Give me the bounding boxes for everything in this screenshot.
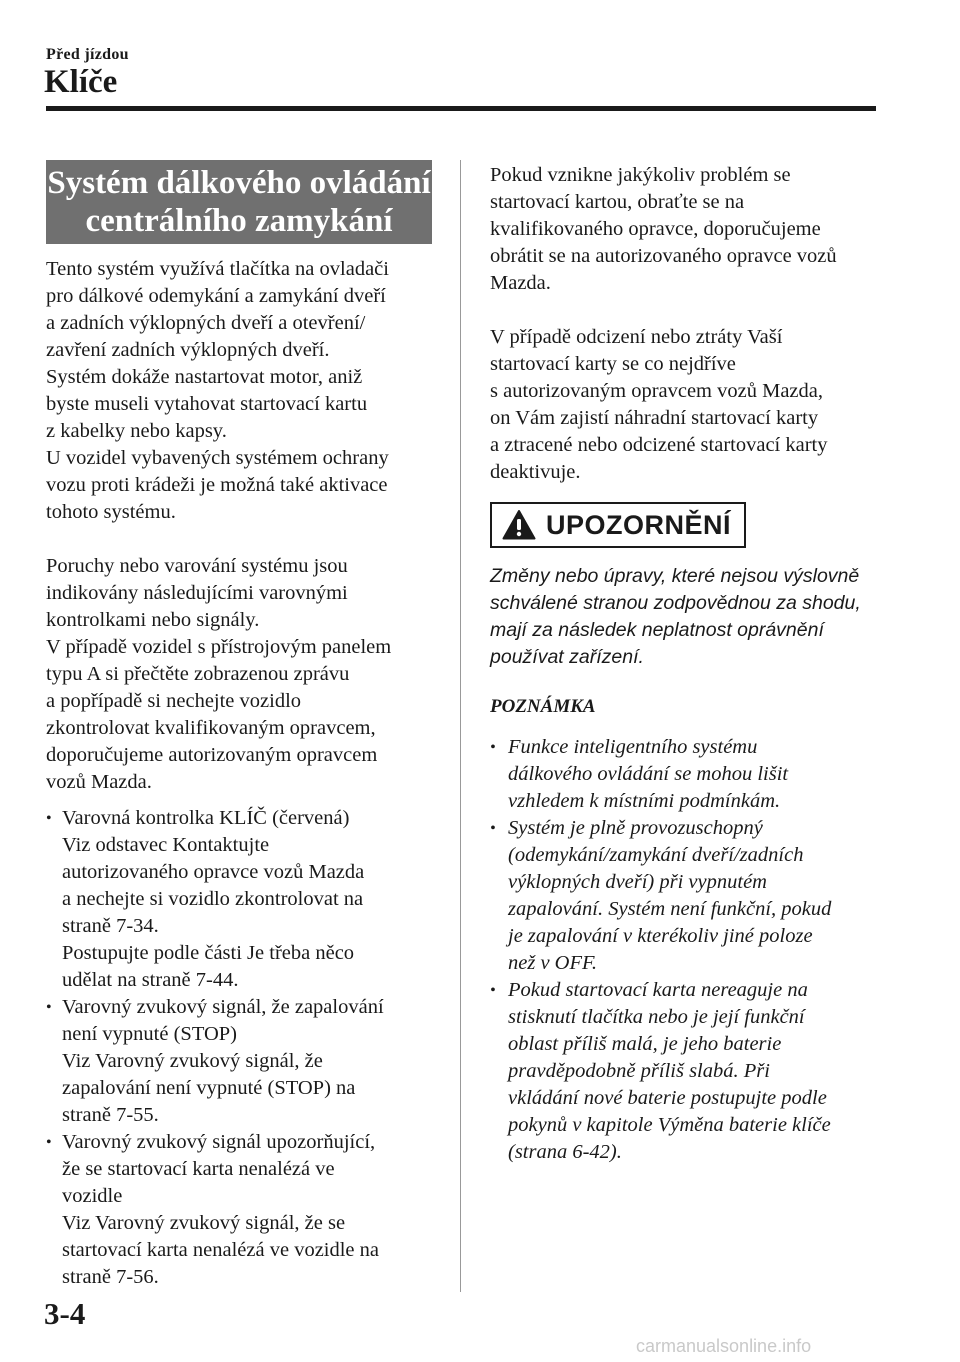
text-line: stisknutí tlačítka nebo je její funkční bbox=[508, 1006, 805, 1028]
text-line: není vypnuté (STOP) bbox=[62, 1023, 238, 1045]
text-line: straně 7-56. bbox=[62, 1266, 159, 1288]
text-line: V případě odcizení nebo ztráty Vaší bbox=[490, 326, 783, 348]
list-item bbox=[46, 994, 446, 1129]
text-line: (strana 6-42). bbox=[508, 1141, 622, 1163]
text-line: zapalování. Systém není funkční, pokud bbox=[508, 898, 832, 920]
bullet-icon: • bbox=[490, 982, 496, 999]
theft-paragraph bbox=[490, 324, 890, 486]
text-line: Varovný zvukový signál upozorňující, bbox=[62, 1131, 376, 1153]
problem-paragraph bbox=[490, 162, 890, 297]
text-line: pokynů v kapitole Výměna baterie klíče bbox=[508, 1114, 831, 1136]
text-line: z kabelky nebo kapsy. bbox=[46, 420, 227, 442]
text-line: Varovná kontrolka KLÍČ (červená) bbox=[62, 807, 350, 829]
text-line: straně 7-55. bbox=[62, 1104, 159, 1126]
text-line: Funkce inteligentního systému bbox=[508, 736, 758, 758]
text-line: výklopných dveří) při vypnutém bbox=[508, 871, 767, 893]
text-line: než v OFF. bbox=[508, 952, 598, 974]
text-line: Viz odstavec Kontaktujte bbox=[62, 834, 270, 856]
text-line: startovací kartou, obraťte se na bbox=[490, 191, 745, 213]
warning-signals-list bbox=[46, 805, 446, 1291]
bullet-icon: • bbox=[490, 739, 496, 756]
section-title-line-1: Systém dálkového ovládání bbox=[47, 165, 431, 201]
text-line: pravděpodobně příliš slabá. Při bbox=[508, 1060, 770, 1082]
text-line: je zapalování v kterékoliv jiné poloze bbox=[508, 925, 813, 947]
text-line: vozů Mazda. bbox=[46, 771, 152, 793]
text-line: Tento systém využívá tlačítka na ovladači bbox=[46, 258, 389, 280]
text-line: doporučujeme autorizovaným opravcem bbox=[46, 744, 378, 766]
list-item bbox=[490, 734, 890, 815]
text-line: a ztracené nebo odcizené startovací karty bbox=[490, 434, 828, 456]
column-divider bbox=[460, 160, 461, 1292]
text-line: Poruchy nebo varování systému jsou bbox=[46, 555, 348, 577]
caution-text bbox=[490, 563, 890, 671]
intro-paragraph bbox=[46, 256, 446, 526]
text-line: byste museli vytahovat startovací kartu bbox=[46, 393, 368, 415]
text-line: vozu proti krádeži je možná také aktivace bbox=[46, 474, 388, 496]
bullet-icon: • bbox=[46, 1134, 52, 1151]
text-line: zavření zadních výklopných dveří. bbox=[46, 339, 330, 361]
page-number: 3-4 bbox=[44, 1296, 86, 1331]
text-line: Varovný zvukový signál, že zapalování bbox=[62, 996, 384, 1018]
note-title: POZNÁMKA bbox=[490, 696, 596, 717]
text-line: autorizovaného opravce vozů Mazda bbox=[62, 861, 365, 883]
text-line: Mazda. bbox=[490, 272, 551, 294]
right-column bbox=[490, 162, 890, 486]
note-block bbox=[490, 693, 890, 1166]
fault-paragraph bbox=[46, 553, 446, 796]
bullet-icon: • bbox=[46, 999, 52, 1016]
text-line: Viz Varovný zvukový signál, že bbox=[62, 1050, 323, 1072]
text-line: tohoto systému. bbox=[46, 501, 176, 523]
text-line: pro dálkové odemykání a zamykání dveří bbox=[46, 285, 386, 307]
bullet-icon: • bbox=[490, 820, 496, 837]
list-item bbox=[46, 805, 446, 994]
text-line: Pokud vznikne jakýkoliv problém se bbox=[490, 164, 791, 186]
text-line: vozidle bbox=[62, 1185, 123, 1207]
text-line: startovací karta nenalézá ve vozidle na bbox=[62, 1239, 380, 1261]
text-line: používat zařízení. bbox=[490, 646, 644, 668]
note-list bbox=[490, 734, 890, 1166]
text-line: udělat na straně 7-44. bbox=[62, 969, 239, 991]
section-title-banner bbox=[46, 160, 432, 244]
text-line: typu A si přečtěte zobrazenou zprávu bbox=[46, 663, 350, 685]
text-line: oblast příliš malá, je jeho baterie bbox=[508, 1033, 782, 1055]
list-item bbox=[46, 1129, 446, 1291]
text-line: Viz Varovný zvukový signál, že se bbox=[62, 1212, 346, 1234]
text-line: on Vám zajistí náhradní startovací karty bbox=[490, 407, 819, 429]
text-line: Postupujte podle části Je třeba něco bbox=[62, 942, 355, 964]
watermark: carmanualsonline.info bbox=[636, 1336, 812, 1356]
text-line: schválené stranou zodpovědnou za shodu, bbox=[490, 592, 861, 614]
text-line: že se startovací karta nenalézá ve bbox=[62, 1158, 335, 1180]
text-line: a nechejte si vozidlo zkontrolovat na bbox=[62, 888, 364, 910]
warning-triangle-icon bbox=[502, 509, 536, 541]
text-line: startovací karty se co nejdříve bbox=[490, 353, 736, 375]
text-line: Pokud startovací karta nereaguje na bbox=[508, 979, 808, 1001]
text-line: Systém je plně provozuschopný bbox=[508, 817, 763, 839]
text-line: dálkového ovládání se mohou lišit bbox=[508, 763, 789, 785]
text-line: a popřípadě si nechejte vozidlo bbox=[46, 690, 302, 712]
list-item bbox=[490, 977, 890, 1166]
caution-header-box bbox=[490, 502, 746, 548]
left-column bbox=[46, 256, 446, 1291]
header-divider bbox=[46, 106, 876, 111]
text-line: zkontrolovat kvalifikovaným opravcem, bbox=[46, 717, 376, 739]
text-line: kvalifikovaného opravce, doporučujeme bbox=[490, 218, 821, 240]
text-line: vzhledem k místními podmínkám. bbox=[508, 790, 781, 812]
list-item bbox=[490, 815, 890, 977]
text-line: obrátit se na autorizovaného opravce vozů bbox=[490, 245, 837, 267]
section-title-line-2: centrálního zamykání bbox=[85, 203, 393, 239]
text-line: mají za následek neplatnost oprávnění bbox=[490, 619, 824, 641]
text-line: a zadních výklopných dveří a otevření/ bbox=[46, 312, 366, 334]
text-line: (odemykání/zamykání dveří/zadních bbox=[508, 844, 804, 866]
text-line: indikovány následujícími varovnými bbox=[46, 582, 348, 604]
text-line: straně 7-34. bbox=[62, 915, 159, 937]
chapter-title: Klíče bbox=[44, 64, 118, 100]
text-line: Systém dokáže nastartovat motor, aniž bbox=[46, 366, 363, 388]
text-line: V případě vozidel s přístrojovým panelem bbox=[46, 636, 392, 658]
caution-title: UPOZORNĚNÍ bbox=[546, 510, 732, 540]
text-line: U vozidel vybavených systémem ochrany bbox=[46, 447, 389, 469]
section-label: Před jízdou bbox=[46, 46, 129, 63]
text-line: vkládání nové baterie postupujte podle bbox=[508, 1087, 827, 1109]
bullet-icon: • bbox=[46, 810, 52, 827]
text-line: Změny nebo úpravy, které nejsou výslovně bbox=[490, 565, 860, 587]
text-line: zapalování není vypnuté (STOP) na bbox=[62, 1077, 356, 1099]
text-line: kontrolkami nebo signály. bbox=[46, 609, 260, 631]
text-line: s autorizovaným opravcem vozů Mazda, bbox=[490, 380, 824, 402]
text-line: deaktivuje. bbox=[490, 461, 581, 483]
